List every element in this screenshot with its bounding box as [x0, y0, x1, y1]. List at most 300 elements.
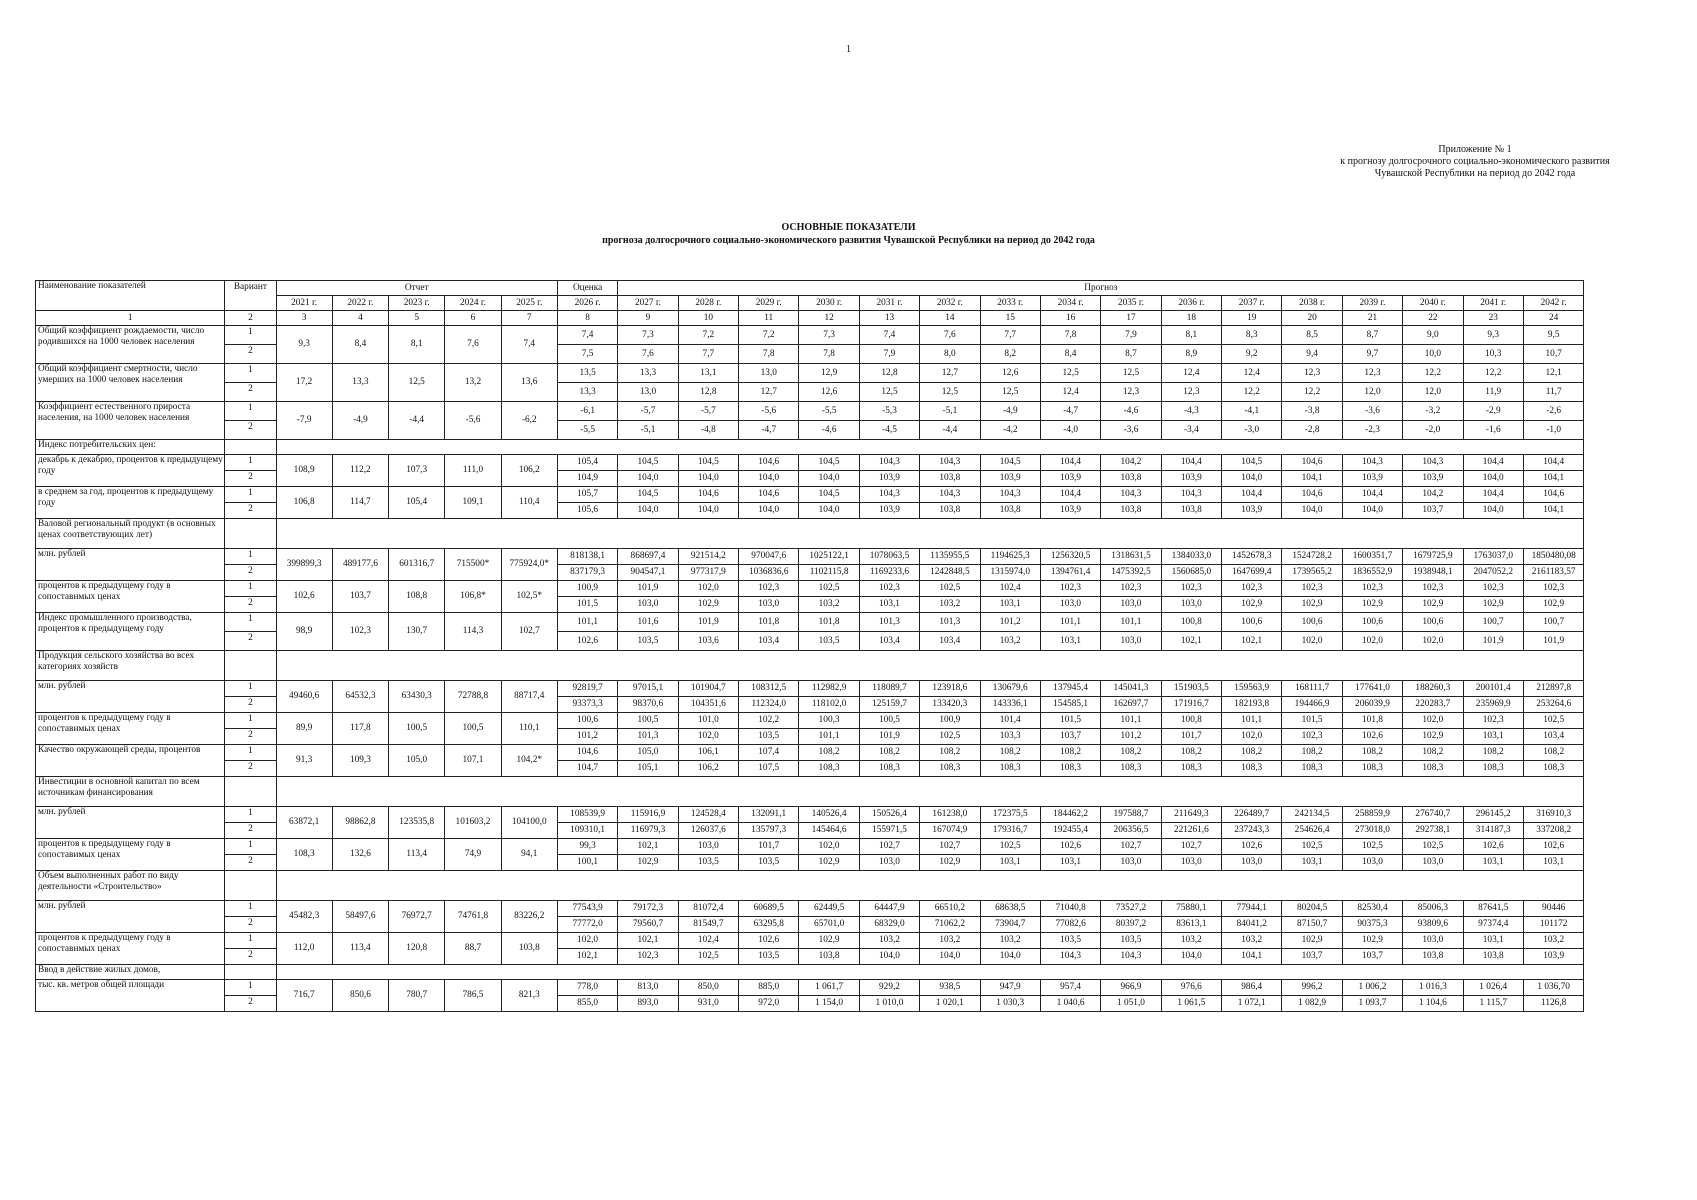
forecast-value: 13,0 [618, 383, 678, 402]
forecast-value: 133420,3 [920, 697, 980, 713]
section-row [36, 777, 1645, 807]
forecast-value: -5,3 [859, 402, 919, 421]
forecast-value: 1647699,4 [1222, 565, 1282, 581]
forecast-value: 235969,9 [1463, 697, 1523, 713]
title-line-1: ОСНОВНЫЕ ПОКАЗАТЕЛИ [781, 222, 916, 233]
forecast-value: 104,2 [1101, 455, 1161, 471]
forecast-value: 1256320,5 [1040, 549, 1100, 565]
forecast-value: 102,9 [678, 597, 738, 613]
forecast-value: 1242848,5 [920, 565, 980, 581]
report-value: 63872,1 [276, 807, 332, 839]
column-number: 24 [1523, 311, 1584, 326]
report-value: 102,6 [276, 581, 332, 613]
forecast-value: 81549,7 [678, 917, 738, 933]
forecast-value: 1 036,70 [1523, 980, 1584, 996]
forecast-value: 893,0 [618, 996, 678, 1012]
forecast-value: 986,4 [1222, 980, 1282, 996]
column-number: 14 [920, 311, 980, 326]
forecast-value: 102,4 [980, 581, 1040, 597]
report-value: -6,2 [501, 402, 557, 440]
forecast-value: 253264,6 [1523, 697, 1584, 713]
forecast-value: -2,0 [1403, 421, 1463, 440]
forecast-value: 12,5 [920, 383, 980, 402]
forecast-value: 90375,3 [1342, 917, 1402, 933]
page-number: 1 [846, 44, 851, 55]
forecast-value: 112982,9 [799, 681, 859, 697]
forecast-value: -2,8 [1282, 421, 1342, 440]
forecast-value: 103,9 [1040, 471, 1100, 487]
variant-cell: 1 [225, 402, 276, 421]
empty-cell [276, 519, 1584, 549]
forecast-value: 1 061,7 [799, 980, 859, 996]
forecast-value: 102,6 [1463, 839, 1523, 855]
forecast-value: 65701,0 [799, 917, 859, 933]
forecast-value: 93809,6 [1403, 917, 1463, 933]
forecast-value: 1 026,4 [1463, 980, 1523, 996]
forecast-value: 103,0 [739, 597, 799, 613]
forecast-value: 102,9 [1282, 933, 1342, 949]
header-year: 2035 г. [1101, 296, 1161, 311]
header-year: 2037 г. [1222, 296, 1282, 311]
forecast-value: 102,1 [618, 839, 678, 855]
forecast-value: 108,3 [920, 761, 980, 777]
forecast-value: 12,4 [1040, 383, 1100, 402]
forecast-value: -5,6 [739, 402, 799, 421]
report-value: 107,1 [445, 745, 501, 777]
forecast-value: 104,4 [1463, 455, 1523, 471]
column-number: 23 [1463, 311, 1523, 326]
header-year: 2029 г. [739, 296, 799, 311]
forecast-value: 101,1 [1040, 613, 1100, 632]
forecast-value: 102,6 [1342, 729, 1402, 745]
forecast-value: 107,4 [739, 745, 799, 761]
report-value: 108,9 [276, 455, 332, 487]
variant-cell: 2 [225, 697, 276, 713]
forecast-value: 102,6 [739, 933, 799, 949]
forecast-value: 8,4 [1040, 345, 1100, 364]
forecast-value: 104,3 [1342, 455, 1402, 471]
forecast-value: 1 020,1 [920, 996, 980, 1012]
forecast-value: 104,3 [1040, 949, 1100, 965]
forecast-value: 103,0 [1040, 597, 1100, 613]
appendix-line-3: Чувашской Республики на период до 2042 года [1374, 168, 1576, 179]
forecast-value: 996,2 [1282, 980, 1342, 996]
header-year: 2021 г. [276, 296, 332, 311]
forecast-value: -4,6 [799, 421, 859, 440]
forecast-value: 104,3 [1101, 487, 1161, 503]
forecast-value: 104,6 [1282, 487, 1342, 503]
forecast-value: 104,4 [1040, 455, 1100, 471]
forecast-value: 108,3 [1222, 761, 1282, 777]
appendix-line-2: к прогнозу долгосрочного социально-экономического развития [1340, 156, 1610, 167]
forecast-value: 104,4 [1222, 487, 1282, 503]
forecast-value: 102,9 [1222, 597, 1282, 613]
forecast-value: 102,7 [859, 839, 919, 855]
report-value: 7,6 [445, 326, 501, 364]
forecast-value: 105,7 [557, 487, 617, 503]
forecast-value: 1 082,9 [1282, 996, 1342, 1012]
forecast-value: 130679,6 [980, 681, 1040, 697]
forecast-value: 83613,1 [1161, 917, 1221, 933]
forecast-value: 108,3 [980, 761, 1040, 777]
forecast-value: 109310,1 [557, 823, 617, 839]
forecast-value: 1850480,08 [1523, 549, 1584, 565]
forecast-value: 103,2 [859, 933, 919, 949]
table-row [36, 487, 1645, 503]
report-value: 715500* [445, 549, 501, 581]
forecast-value: 100,6 [557, 713, 617, 729]
forecast-value: 68329,0 [859, 917, 919, 933]
forecast-value: 85006,3 [1403, 901, 1463, 917]
report-value: 94,1 [501, 839, 557, 871]
forecast-value: 242134,5 [1282, 807, 1342, 823]
table-row [36, 713, 1645, 729]
indicator-name: Коэффициент естественного прироста населения, на 1000 человек населения [36, 402, 225, 440]
forecast-value: 104,0 [980, 949, 1040, 965]
forecast-value: 108,2 [1161, 745, 1221, 761]
forecast-value: 104,4 [1161, 455, 1221, 471]
forecast-value: 108,3 [1161, 761, 1221, 777]
empty-cell [276, 965, 1584, 980]
forecast-value: 103,0 [1403, 933, 1463, 949]
indicator-name: процентов к предыдущему году в сопоставимых ценах [36, 581, 225, 613]
forecast-value: 103,0 [618, 597, 678, 613]
forecast-value: 102,7 [1101, 839, 1161, 855]
forecast-value: 154585,1 [1040, 697, 1100, 713]
variant-cell: 1 [225, 613, 276, 632]
forecast-value: 7,5 [557, 345, 617, 364]
header-year: 2026 г. [557, 296, 617, 311]
forecast-value: 8,7 [1342, 326, 1402, 345]
forecast-value: 103,9 [859, 471, 919, 487]
forecast-value: 84041,2 [1222, 917, 1282, 933]
forecast-value: 155971,5 [859, 823, 919, 839]
forecast-value: 2047052,2 [1463, 565, 1523, 581]
report-value: 117,8 [332, 713, 388, 745]
variant-cell: 1 [225, 581, 276, 597]
empty-cell [225, 965, 276, 980]
forecast-value: 100,7 [1463, 613, 1523, 632]
forecast-value: 194466,9 [1282, 697, 1342, 713]
forecast-value: 101,4 [980, 713, 1040, 729]
forecast-value: 103,9 [1342, 471, 1402, 487]
forecast-value: 101,2 [1101, 729, 1161, 745]
forecast-value: 102,5 [980, 839, 1040, 855]
forecast-value: 102,0 [1403, 632, 1463, 651]
forecast-value: 108,2 [1523, 745, 1584, 761]
report-value: 112,0 [276, 933, 332, 965]
forecast-value: 100,6 [1403, 613, 1463, 632]
forecast-value: -3,8 [1282, 402, 1342, 421]
report-value: 132,6 [332, 839, 388, 871]
forecast-value: 93373,3 [557, 697, 617, 713]
forecast-value: 103,8 [1101, 471, 1161, 487]
forecast-value: 1560685,0 [1161, 565, 1221, 581]
column-number: 1 [36, 311, 225, 326]
forecast-value: 1763037,0 [1463, 549, 1523, 565]
forecast-value: 108,2 [980, 745, 1040, 761]
forecast-value: 1 061,5 [1161, 996, 1221, 1012]
forecast-value: 104,0 [859, 949, 919, 965]
forecast-value: 104,5 [1222, 455, 1282, 471]
forecast-value: 1315974,0 [980, 565, 1040, 581]
forecast-value: 102,5 [1403, 839, 1463, 855]
forecast-value: 104,6 [1282, 455, 1342, 471]
header-year: 2025 г. [501, 296, 557, 311]
forecast-value: 73527,2 [1101, 901, 1161, 917]
forecast-value: 102,3 [1222, 581, 1282, 597]
forecast-value: 850,0 [678, 980, 738, 996]
forecast-value: 159563,9 [1222, 681, 1282, 697]
forecast-value: 103,5 [799, 632, 859, 651]
indicator-name: процентов к предыдущему году в сопоставимых ценах [36, 713, 225, 745]
forecast-value: 101,9 [1463, 632, 1523, 651]
variant-cell: 1 [225, 487, 276, 503]
report-value: -4,9 [332, 402, 388, 440]
column-number: 20 [1282, 311, 1342, 326]
forecast-value: 137945,4 [1040, 681, 1100, 697]
forecast-value: 103,0 [1101, 855, 1161, 871]
column-number: 7 [501, 311, 557, 326]
forecast-value: 102,0 [678, 581, 738, 597]
forecast-value: 103,1 [1463, 933, 1523, 949]
report-value: 83226,2 [501, 901, 557, 933]
forecast-value: 103,9 [1040, 503, 1100, 519]
forecast-value: 7,4 [557, 326, 617, 345]
indicator-name: млн. рублей [36, 807, 225, 839]
forecast-value: 104,0 [799, 471, 859, 487]
report-value: 821,3 [501, 980, 557, 1012]
column-number: 12 [799, 311, 859, 326]
variant-cell: 1 [225, 933, 276, 949]
report-value: 106,2 [501, 455, 557, 487]
column-number: 13 [859, 311, 919, 326]
report-value: 104100,0 [501, 807, 557, 839]
header-year: 2030 г. [799, 296, 859, 311]
forecast-value: 101,9 [859, 729, 919, 745]
forecast-value: 13,3 [618, 364, 678, 383]
forecast-value: 104,0 [1463, 471, 1523, 487]
column-number: 2 [225, 311, 276, 326]
forecast-value: 102,9 [1282, 597, 1342, 613]
forecast-value: 104,0 [618, 471, 678, 487]
forecast-value: 12,4 [1222, 364, 1282, 383]
report-value: 112,2 [332, 455, 388, 487]
section-title: Валовой региональный продукт (в основных ценах соответствующих лет) [36, 519, 225, 549]
forecast-value: 108,3 [1040, 761, 1100, 777]
header-year: 2038 г. [1282, 296, 1342, 311]
report-value: 114,7 [332, 487, 388, 519]
forecast-value: 104,0 [1161, 949, 1221, 965]
column-number: 18 [1161, 311, 1221, 326]
forecast-value: 103,0 [859, 855, 919, 871]
forecast-value: 12,8 [859, 364, 919, 383]
forecast-value: 105,4 [557, 455, 617, 471]
forecast-value: 102,6 [1523, 839, 1584, 855]
forecast-value: 12,5 [1101, 364, 1161, 383]
forecast-value: 79560,7 [618, 917, 678, 933]
forecast-value: 99,3 [557, 839, 617, 855]
header-year: 2040 г. [1403, 296, 1463, 311]
forecast-value: 108,3 [859, 761, 919, 777]
report-value: 98,9 [276, 613, 332, 651]
forecast-value: 220283,7 [1403, 697, 1463, 713]
indicator-name: млн. рублей [36, 681, 225, 713]
forecast-value: 102,9 [1403, 597, 1463, 613]
column-number: 21 [1342, 311, 1402, 326]
forecast-value: 13,0 [739, 364, 799, 383]
forecast-value: 12,9 [799, 364, 859, 383]
indicator-name: в среднем за год, процентов к предыдущему году [36, 487, 225, 519]
forecast-value: 97015,1 [618, 681, 678, 697]
forecast-value: 12,5 [980, 383, 1040, 402]
forecast-value: 258859,9 [1342, 807, 1402, 823]
forecast-value: 101,2 [980, 613, 1040, 632]
forecast-value: 102,3 [739, 581, 799, 597]
forecast-value: -4,9 [980, 402, 1040, 421]
forecast-value: 1 016,3 [1403, 980, 1463, 996]
forecast-value: 818138,1 [557, 549, 617, 565]
forecast-value: 102,3 [1040, 581, 1100, 597]
forecast-value: 1 115,7 [1463, 996, 1523, 1012]
column-number: 6 [445, 311, 501, 326]
title-line-2: прогноза долгосрочного социально-экономического развития Чувашской Республики на период до 2042 года [602, 235, 1095, 246]
forecast-value: 125159,7 [859, 697, 919, 713]
forecast-value: 104,4 [1463, 487, 1523, 503]
column-number: 15 [980, 311, 1040, 326]
report-value: 110,4 [501, 487, 557, 519]
forecast-value: 103,0 [1101, 597, 1161, 613]
forecast-value: 103,0 [1403, 855, 1463, 871]
forecast-value: 104,0 [799, 503, 859, 519]
forecast-value: -3,0 [1222, 421, 1282, 440]
forecast-value: 71040,8 [1040, 901, 1100, 917]
forecast-value: 108,2 [1463, 745, 1523, 761]
forecast-value: 12,3 [1282, 364, 1342, 383]
forecast-value: 100,3 [799, 713, 859, 729]
forecast-value: 7,8 [1040, 326, 1100, 345]
forecast-value: 103,5 [739, 949, 799, 965]
table-row [36, 839, 1645, 855]
forecast-value: 102,3 [1463, 581, 1523, 597]
forecast-value: 1194625,3 [980, 549, 1040, 565]
indicator-name: млн. рублей [36, 901, 225, 933]
forecast-value: 104,3 [920, 487, 980, 503]
section-title: Объем выполненных работ по виду деятельности «Строительство» [36, 871, 225, 901]
forecast-value: 80204,5 [1282, 901, 1342, 917]
forecast-value: 102,7 [920, 839, 980, 855]
forecast-value: -2,9 [1463, 402, 1523, 421]
report-value: -4,4 [389, 402, 445, 440]
forecast-value: 118089,7 [859, 681, 919, 697]
forecast-value: 254626,4 [1282, 823, 1342, 839]
forecast-value: 104,4 [1342, 487, 1402, 503]
forecast-value: 87150,7 [1282, 917, 1342, 933]
forecast-value: 10,3 [1463, 345, 1523, 364]
table-row [36, 402, 1645, 421]
report-value: 106,8* [445, 581, 501, 613]
forecast-value: 929,2 [859, 980, 919, 996]
report-value: 89,9 [276, 713, 332, 745]
forecast-value: 151903,5 [1161, 681, 1221, 697]
forecast-value: 90446 [1523, 901, 1584, 917]
forecast-value: 100,7 [1523, 613, 1584, 632]
report-value: 8,1 [389, 326, 445, 364]
forecast-value: 100,6 [1342, 613, 1402, 632]
forecast-value: 105,1 [618, 761, 678, 777]
forecast-value: 103,3 [980, 729, 1040, 745]
table-row [36, 581, 1645, 597]
forecast-value: 104,0 [678, 503, 738, 519]
forecast-value: 140526,4 [799, 807, 859, 823]
forecast-value: 101,2 [557, 729, 617, 745]
table-row [36, 807, 1645, 823]
variant-cell: 2 [225, 471, 276, 487]
header-name: Наименование показателей [36, 281, 225, 311]
forecast-value: 103,2 [920, 933, 980, 949]
forecast-value: 104,1 [1222, 949, 1282, 965]
forecast-value: 921514,2 [678, 549, 738, 565]
forecast-value: 103,1 [859, 597, 919, 613]
forecast-value: 103,2 [1222, 933, 1282, 949]
forecast-value: 102,6 [1222, 839, 1282, 855]
forecast-value: 102,9 [920, 855, 980, 871]
forecast-value: 103,0 [1101, 632, 1161, 651]
forecast-value: 1036836,6 [739, 565, 799, 581]
table-row [36, 901, 1645, 917]
variant-cell: 2 [225, 996, 276, 1012]
forecast-value: 904547,1 [618, 565, 678, 581]
forecast-value: 7,7 [980, 326, 1040, 345]
forecast-value: 77772,0 [557, 917, 617, 933]
report-value: 106,8 [276, 487, 332, 519]
forecast-value: 100,8 [1161, 713, 1221, 729]
forecast-value: 100,9 [920, 713, 980, 729]
table-row [36, 613, 1645, 632]
table-row [36, 549, 1645, 565]
forecast-value: 103,5 [739, 729, 799, 745]
forecast-value: 71062,2 [920, 917, 980, 933]
forecast-value: 126037,6 [678, 823, 738, 839]
forecast-value: 296145,2 [1463, 807, 1523, 823]
column-number: 17 [1101, 311, 1161, 326]
forecast-value: 10,7 [1523, 345, 1584, 364]
forecast-value: 102,9 [1342, 933, 1402, 949]
variant-cell: 2 [225, 949, 276, 965]
forecast-value: 101904,7 [678, 681, 738, 697]
forecast-value: 1135955,5 [920, 549, 980, 565]
forecast-value: 63295,8 [739, 917, 799, 933]
report-value: 9,3 [276, 326, 332, 364]
forecast-value: 7,8 [739, 345, 799, 364]
forecast-value: -3,6 [1101, 421, 1161, 440]
forecast-value: 108,2 [799, 745, 859, 761]
forecast-value: 108,3 [1463, 761, 1523, 777]
variant-cell: 1 [225, 980, 276, 996]
forecast-value: 102,9 [799, 855, 859, 871]
forecast-value: 192455,4 [1040, 823, 1100, 839]
table-row [36, 364, 1645, 383]
forecast-value: 1836552,9 [1342, 565, 1402, 581]
forecast-value: 103,1 [1040, 855, 1100, 871]
forecast-value: 105,0 [618, 745, 678, 761]
forecast-value: 966,9 [1101, 980, 1161, 996]
report-value: 601316,7 [389, 549, 445, 581]
forecast-value: 103,4 [1523, 729, 1584, 745]
empty-cell [276, 777, 1584, 807]
forecast-value: 103,1 [1282, 855, 1342, 871]
forecast-value: 104,3 [859, 455, 919, 471]
